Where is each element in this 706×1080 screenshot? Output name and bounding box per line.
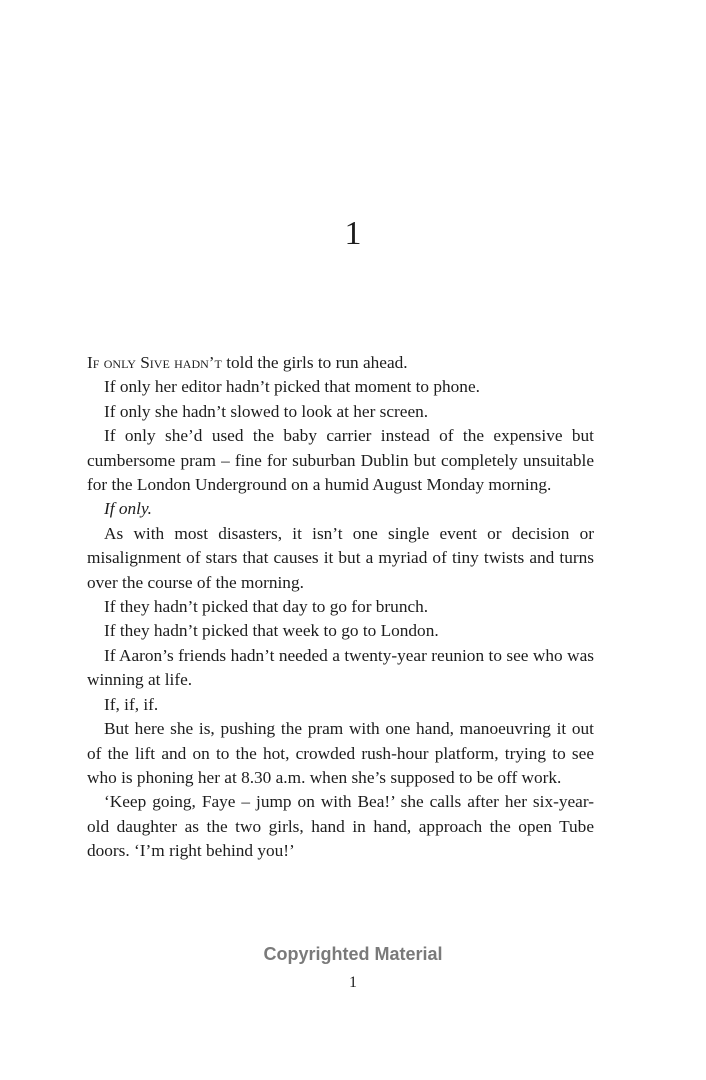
paragraph: ‘Keep going, Faye – jump on with Bea!’ she calls after her six-year-old daughter as the two girls, hand in hand, approach the open Tube doors. ‘I’m right behind you!’	[87, 792, 594, 861]
chapter-number: 1	[344, 215, 362, 252]
paragraph: If Aaron’s friends hadn’t needed a twenty-year reunion to see who was winning at life.	[87, 645, 594, 690]
paragraph	[87, 351, 594, 375]
paragraph: As with most disasters, it isn’t one single event or decision or misalignment of stars that causes it but a myriad of tiny twists and turns over the course of the morning.	[87, 523, 594, 592]
paragraph: If they hadn’t picked that day to go for brunch.	[104, 597, 429, 617]
paragraph: If they hadn’t picked that week to go to London.	[104, 621, 439, 641]
paragraph: If only she’d used the baby carrier instead of the expensive but cumbersome pram – fine for suburban Dublin but completely unsuitable for the London Underground on a humid August Monday morning.	[87, 426, 594, 495]
opening-smallcaps: If only Sive hadn’t	[87, 353, 222, 372]
paragraph: If only.	[104, 499, 152, 519]
paragraph: If only she hadn’t slowed to look at her screen.	[104, 401, 429, 421]
page-number: 1	[349, 974, 357, 991]
paragraph: If, if, if.	[104, 694, 159, 714]
body-text	[87, 351, 594, 864]
paragraph: If only her editor hadn’t picked that moment to phone.	[104, 377, 480, 397]
copyright-watermark: Copyrighted Material	[263, 944, 443, 964]
paragraph: But here she is, pushing the pram with one hand, manoeuvring it out of the lift and on to the hot, crowded rush-hour platform, trying to see who is phoning her at 8.30 a.m. when she’s supposed to be off work.	[87, 719, 594, 787]
opening-rest: told the girls to run ahead.	[221, 353, 408, 372]
